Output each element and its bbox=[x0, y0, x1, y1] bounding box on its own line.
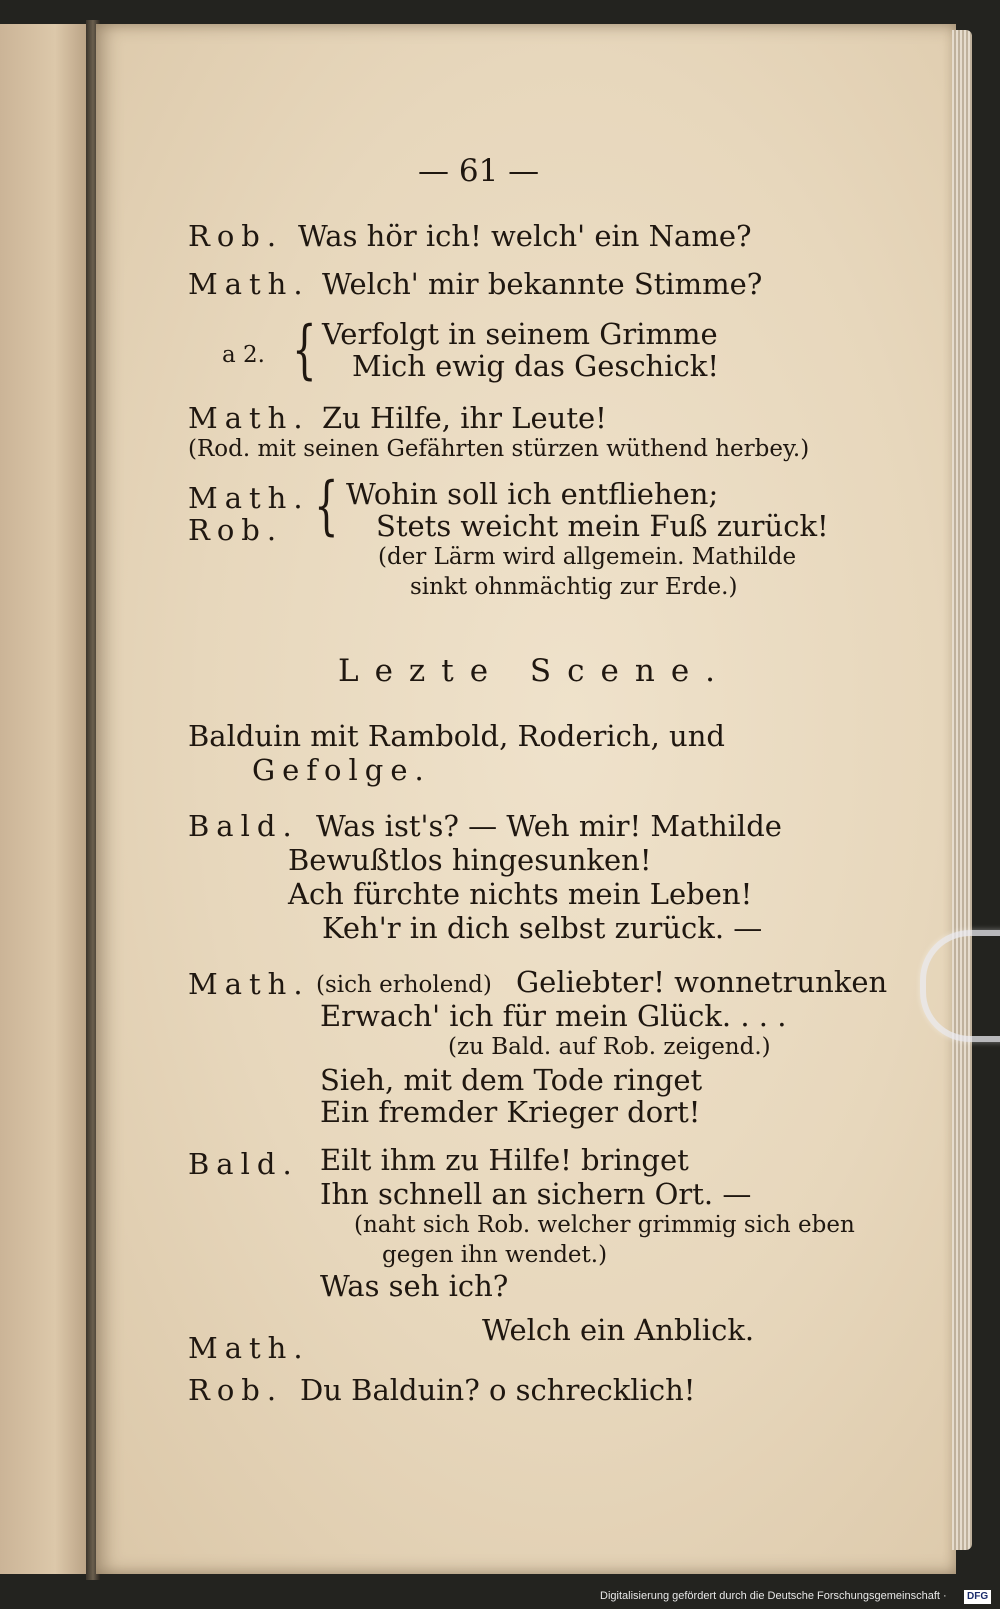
verse-line: Ein fremder Krieger dort! bbox=[320, 1095, 701, 1129]
speaker-label: Math. bbox=[188, 967, 310, 1001]
verse-line: Mich ewig das Geschick! bbox=[352, 349, 719, 383]
left-page-edge bbox=[0, 24, 92, 1574]
verse-line: Stets weicht mein Fuß zurück! bbox=[376, 509, 829, 543]
speaker-label: Math. bbox=[188, 401, 310, 435]
speaker-label: Bald. bbox=[188, 1147, 299, 1181]
page-number: — 61 — bbox=[418, 153, 540, 189]
verse-line: Sieh, mit dem Tode ringet bbox=[320, 1063, 703, 1097]
verse-line: Wohin soll ich entfliehen; bbox=[346, 477, 719, 511]
speaker-label: Bald. bbox=[188, 809, 299, 843]
speaker-label: Math. bbox=[188, 481, 310, 515]
stage-direction: (zu Bald. auf Rob. zeigend.) bbox=[448, 1034, 771, 1060]
verse-line: Zu Hilfe, ihr Leute! bbox=[322, 401, 607, 435]
scene-title: Lezte Scene. bbox=[338, 653, 732, 689]
verse-line: Welch ein Anblick. bbox=[482, 1313, 755, 1347]
verse-line: Eilt ihm zu Hilfe! bringet bbox=[320, 1143, 689, 1177]
brace-glyph: { bbox=[314, 469, 339, 543]
stage-direction: gegen ihn wendet.) bbox=[382, 1242, 608, 1268]
stage-direction: (sich erholend) bbox=[316, 972, 492, 998]
speaker-label: Rob. bbox=[188, 219, 284, 253]
stage-direction: sinkt ohnmächtig zur Erde.) bbox=[410, 574, 738, 600]
scene-cast: Balduin mit Rambold, Roderich, und bbox=[188, 719, 725, 753]
scene-cast: Gefolge. bbox=[252, 753, 431, 787]
verse-line: Was hör ich! welch' ein Name? bbox=[298, 219, 752, 253]
verse-line: Bewußtlos hingesunken! bbox=[288, 843, 652, 877]
speaker-label: Rob. bbox=[188, 513, 284, 547]
verse-line: Ach fürchte nichts mein Leben! bbox=[288, 877, 753, 911]
speaker-label: Math. bbox=[188, 1331, 310, 1365]
dfg-logo: DFG bbox=[964, 1590, 991, 1604]
verse-line: Verfolgt in seinem Grimme bbox=[322, 317, 718, 351]
ensemble-label: a 2. bbox=[222, 342, 265, 368]
speaker-label: Math. bbox=[188, 267, 310, 301]
stage-direction: (Rod. mit seinen Gefährten stürzen wüthend herbey.) bbox=[188, 436, 810, 462]
digitization-credit: Digitalisierung gefördert durch die Deutsche Forschungsgemeinschaft · bbox=[600, 1590, 947, 1602]
verse-line: Ihn schnell an sichern Ort. — bbox=[320, 1177, 752, 1211]
stage-direction: (naht sich Rob. welcher grimmig sich eben bbox=[354, 1212, 855, 1238]
speaker-label: Rob. bbox=[188, 1373, 284, 1407]
verse-line: Welch' mir bekannte Stimme? bbox=[322, 267, 763, 301]
page-edge-stack bbox=[952, 30, 972, 1550]
verse-line: Keh'r in dich selbst zurück. — bbox=[322, 911, 763, 945]
verse-line: Geliebter! wonnetrunken bbox=[516, 965, 888, 999]
brace-glyph: { bbox=[292, 313, 317, 387]
verse-line: Was ist's? — Weh mir! Mathilde bbox=[316, 809, 782, 843]
stage-direction: (der Lärm wird allgemein. Mathilde bbox=[378, 544, 797, 570]
verse-line: Erwach' ich für mein Glück. . . . bbox=[320, 999, 787, 1033]
verse-line: Was seh ich? bbox=[320, 1269, 509, 1303]
paper-clip bbox=[920, 930, 1000, 1042]
verse-line: Du Balduin? o schrecklich! bbox=[300, 1373, 696, 1407]
